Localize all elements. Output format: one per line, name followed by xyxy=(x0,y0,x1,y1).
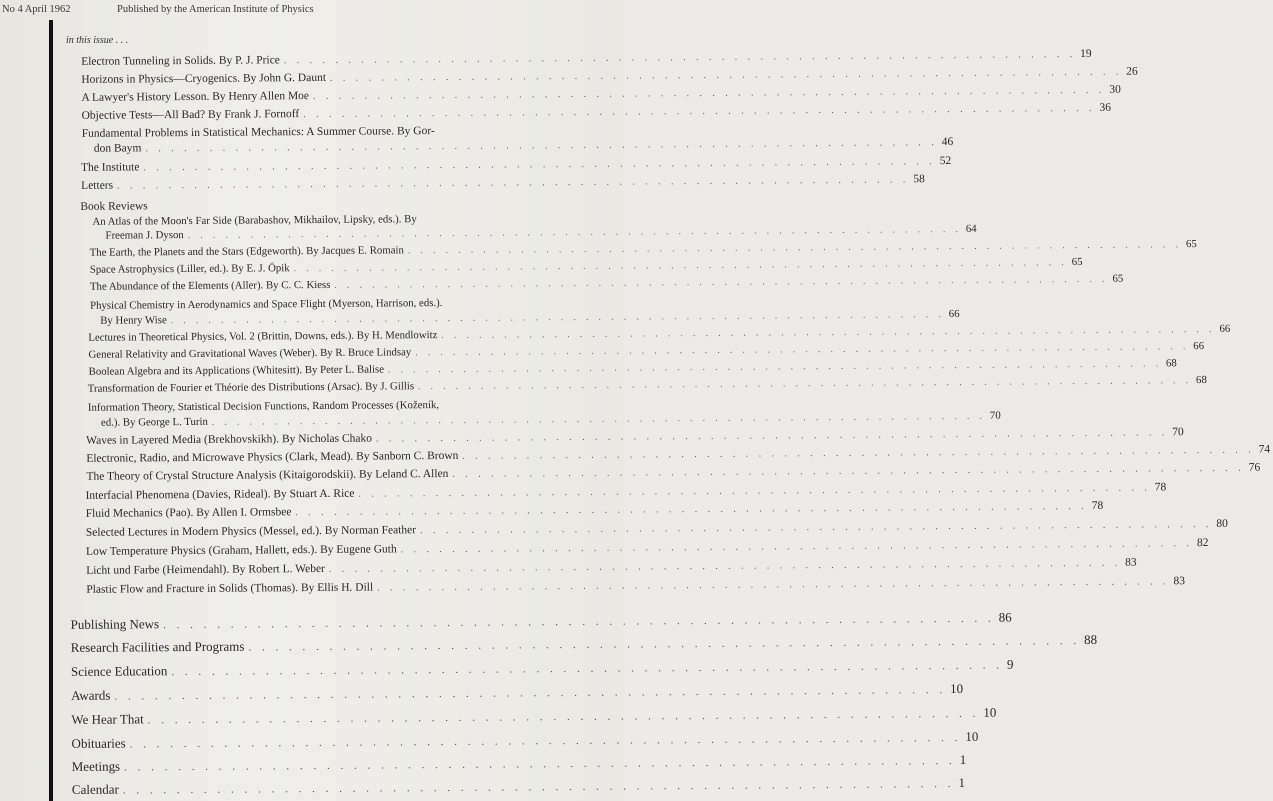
page-number: 30 xyxy=(1109,83,1121,96)
review-entry[interactable]: Low Temperature Physics (Graham, Hallett, eds.). By Eugene Guth . . . 82 xyxy=(86,542,622,558)
page-number: 74 xyxy=(1258,443,1271,456)
page-number: 9 xyxy=(1006,656,1014,672)
review-entry[interactable]: By Henry Wise . . . 66 xyxy=(100,311,600,327)
page-number: 46 xyxy=(941,135,954,149)
toc-entry[interactable]: don Baym . . . 46 xyxy=(94,139,579,155)
section-entry[interactable]: Awards . . . 10 xyxy=(71,684,631,704)
page-number: 10 xyxy=(950,680,964,697)
page-number: 36 xyxy=(1099,101,1111,114)
review-entry[interactable]: ed.). By George L. Turin . . . 70 xyxy=(101,413,611,429)
review-entry-line1[interactable]: Information Theory, Statistical Decision Functions, Random Processes (Koženík, xyxy=(87,399,440,414)
page-number: 70 xyxy=(1172,426,1184,439)
section-entry[interactable]: Obituaries . . . 10 xyxy=(71,732,631,752)
section-entry[interactable]: Meetings . . . 1 xyxy=(72,755,632,775)
page-number: 70 xyxy=(989,409,1001,422)
page-number: 82 xyxy=(1196,536,1209,550)
review-entry[interactable]: Licht und Farbe (Heimendahl). By Robert L. Weber . . . 83 xyxy=(86,561,623,577)
review-entry[interactable]: Plastic Flow and Fracture in Solids (Thomas). By Ellis H. Dill . . . 83 xyxy=(86,580,624,596)
review-entry-line1[interactable]: Physical Chemistry in Aerodynamics and Space Flight (Myerson, Harrison, eds.). xyxy=(90,297,443,312)
review-entry-line1[interactable]: An Atlas of the Moon's Far Side (Barabashov, Mikhailov, Lipsky, eds.). By xyxy=(92,213,417,228)
section-entry[interactable]: Calendar . . . 1 xyxy=(72,778,632,798)
review-entry[interactable]: Selected Lectures in Modern Physics (Messel, ed.). By Norman Feather . . . 80 xyxy=(86,523,621,539)
toc-entry[interactable]: Objective Tests—All Bad? By Frank J. Fornoff . . . 36 xyxy=(82,106,572,122)
page-number: 64 xyxy=(965,222,977,235)
page-number: 65 xyxy=(1071,255,1083,269)
toc-entry-line1[interactable]: Fundamental Problems in Statistical Mechanics: A Summer Course. By Gor- xyxy=(81,125,435,140)
review-entry[interactable]: The Earth, the Planets and the Stars (Edgeworth). By Jacques E. Romain . . . 65 xyxy=(90,243,592,259)
toc-entry[interactable]: A Lawyer's History Lesson. By Henry Allen Moe . . . 30 xyxy=(81,88,571,104)
page-number: 1 xyxy=(958,774,966,790)
toc-entry[interactable]: Electron Tunneling in Solids. By P. J. Price . . . 19 xyxy=(81,52,571,68)
page-number: 65 xyxy=(1112,272,1124,285)
review-entry[interactable]: Waves in Layered Media (Brekhovskikh). By Nicholas Chako . . . 70 xyxy=(86,431,612,447)
page-number: 66 xyxy=(1193,340,1205,353)
page-number: 19 xyxy=(1080,47,1092,60)
publisher-line: Published by the American Institute of Physics xyxy=(117,4,314,15)
page-number: 68 xyxy=(1165,357,1177,370)
page-number: 83 xyxy=(1125,556,1137,569)
toc-entry[interactable]: Letters . . . 58 xyxy=(81,176,584,192)
toc-entry[interactable]: The Institute . . . 52 xyxy=(81,158,581,174)
page-number: 86 xyxy=(998,609,1012,625)
review-entry[interactable]: Fluid Mechanics (Pao). By Allen I. Ormsbee . . . 78 xyxy=(86,504,619,520)
page-number: 58 xyxy=(913,173,925,186)
page-number: 83 xyxy=(1173,575,1185,588)
page-number: 68 xyxy=(1195,374,1207,387)
page-number: 80 xyxy=(1216,517,1228,530)
page-number: 10 xyxy=(965,728,979,744)
page-number: 76 xyxy=(1248,461,1261,474)
review-entry[interactable]: Freeman J. Dyson . . . 64 xyxy=(105,226,589,242)
book-reviews-heading: Book Reviews xyxy=(80,200,148,213)
review-entry[interactable]: Lectures in Theoretical Physics, Vol. 2 (Brittin, Downs, eds.). By H. Mendlowitz . . . 66 xyxy=(88,328,602,344)
section-entry[interactable]: Research Facilities and Programs . . . 88 xyxy=(71,636,631,656)
review-entry[interactable]: Electronic, Radio, and Microwave Physics (Clark, Mead). By Sanborn C. Brown . . . 74 xyxy=(86,449,614,465)
page-number: 88 xyxy=(1084,631,1098,647)
review-entry[interactable]: Interfacial Phenomena (Davies, Rideal). By Stuart A. Rice . . . 78 xyxy=(86,486,618,502)
section-entry[interactable]: Publishing News . . . 86 xyxy=(71,613,631,633)
toc-entry[interactable]: Horizons in Physics—Cryogenics. By John G. Daunt . . . 26 xyxy=(81,70,571,86)
issue-line: No 4 April 1962 xyxy=(2,4,71,15)
review-entry[interactable]: Space Astrophysics (Liller, ed.). By E. J. Öpik . . . 65 xyxy=(90,260,594,276)
review-entry[interactable]: Transformation de Fourier et Théorie des Distributions (Arsac). By J. Gillis . . . 68 xyxy=(88,379,606,395)
section-entry[interactable]: Science Education . . . 9 xyxy=(71,660,631,680)
page-number: 66 xyxy=(948,307,960,321)
page-number: 78 xyxy=(1154,481,1167,494)
review-entry[interactable]: The Theory of Crystal Structure Analysis (Kitaigorodskii). By Leland C. Allen . . . 76 xyxy=(86,467,616,483)
review-entry[interactable]: Boolean Algebra and its Applications (Whitesitt). By Peter L. Balise . . . 68 xyxy=(89,362,605,378)
page-number: 26 xyxy=(1126,65,1138,78)
in-this-issue-label: in this issue . . . xyxy=(66,35,129,46)
page-number: 1 xyxy=(959,751,967,767)
page-number: 78 xyxy=(1091,499,1104,512)
review-entry[interactable]: The Abundance of the Elements (Aller). By C. C. Kiess . . . 65 xyxy=(90,277,596,293)
page-number: 66 xyxy=(1219,322,1231,335)
section-entry[interactable]: We Hear That . . . 10 xyxy=(71,708,631,728)
review-entry[interactable]: General Relativity and Gravitational Waves (Weber). By R. Bruce Lindsay . . . 66 xyxy=(88,345,602,361)
page-number: 10 xyxy=(983,704,997,720)
page-number: 52 xyxy=(939,155,952,168)
page-number: 65 xyxy=(1185,238,1197,251)
